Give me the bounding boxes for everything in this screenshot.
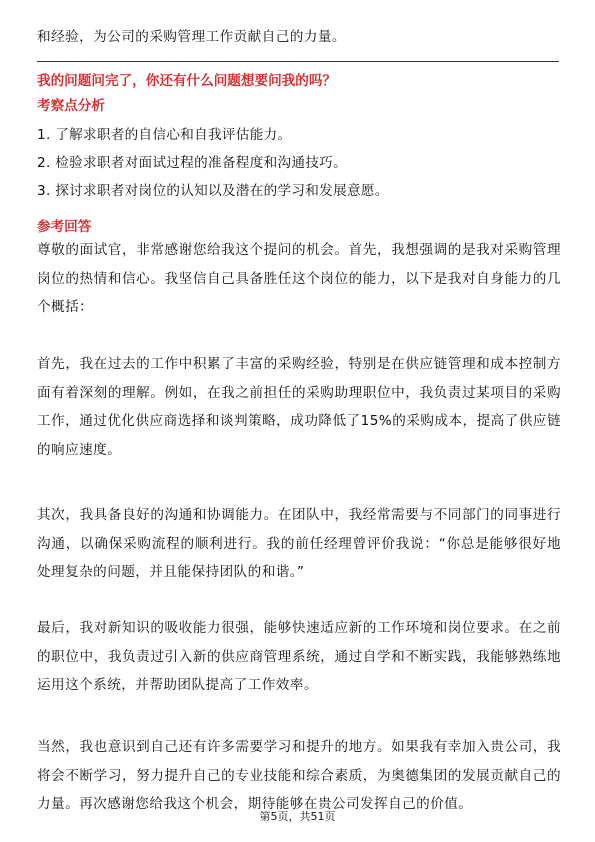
list-item: 2. 检验求职者对面试过程的准备程度和沟通技巧。	[37, 155, 347, 171]
continued-text: 和经验，为公司的采购管理工作贡献自己的力量。	[37, 29, 346, 45]
answer-heading: 参考回答	[37, 219, 92, 235]
interview-question: 我的问题问完了，你还有什么问题想要问我的吗？	[37, 73, 337, 89]
page-number: 第5页，共51页	[259, 810, 336, 823]
list-item: 1. 了解求职者的自信心和自我评估能力。	[37, 127, 292, 143]
answer-paragraph: 尊敬的面试官，非常感谢您给我这个提问的机会。首先，我想强调的是我对采购管理岗位的热情和信心。我坚信自己具备胜任这个岗位的能力，以下是我对自身能力的几个概括：	[37, 242, 561, 315]
answer-paragraph: 首先，我在过去的工作中积累了丰富的采购经验，特别是在供应链管理和成本控制方面有着深刻的理解。例如，在我之前担任的采购助理职位中，我负责过某项目的采购工作，通过优化供应商选择和谈判策略，成功降低了15%的采购成本，提高了供应链的响应速度。	[37, 356, 561, 458]
analysis-heading: 考察点分析	[37, 98, 105, 114]
analysis-list	[37, 121, 561, 205]
list-item: 3. 探讨求职者对岗位的认知以及潜在的学习和发展意愿。	[37, 183, 389, 199]
answer-paragraph: 其次，我具备良好的沟通和协调能力。在团队中，我经常需要与不同部门的同事进行沟通，以确保采购流程的顺利进行。我的前任经理曾评价我说：“你总是能够很好地处理复杂的问题，并且能保持团队的和谐。”	[37, 507, 561, 580]
answer-paragraph: 最后，我对新知识的吸收能力很强，能够快速适应新的工作环境和岗位要求。在之前的职位中，我负责过引入新的供应商管理系统，通过自学和不断实践，我能够熟练地运用这个系统，并帮助团队提高了工作效率。	[37, 620, 561, 693]
answer-paragraph: 当然，我也意识到自己还有许多需要学习和提升的地方。如果我有幸加入贵公司，我将会不断学习，努力提升自己的专业技能和综合素质，为奥德集团的发展贡献自己的力量。再次感谢您给我这个机会，期待能够在贵公司发挥自己的价值。	[37, 739, 561, 812]
section-divider	[37, 61, 559, 62]
